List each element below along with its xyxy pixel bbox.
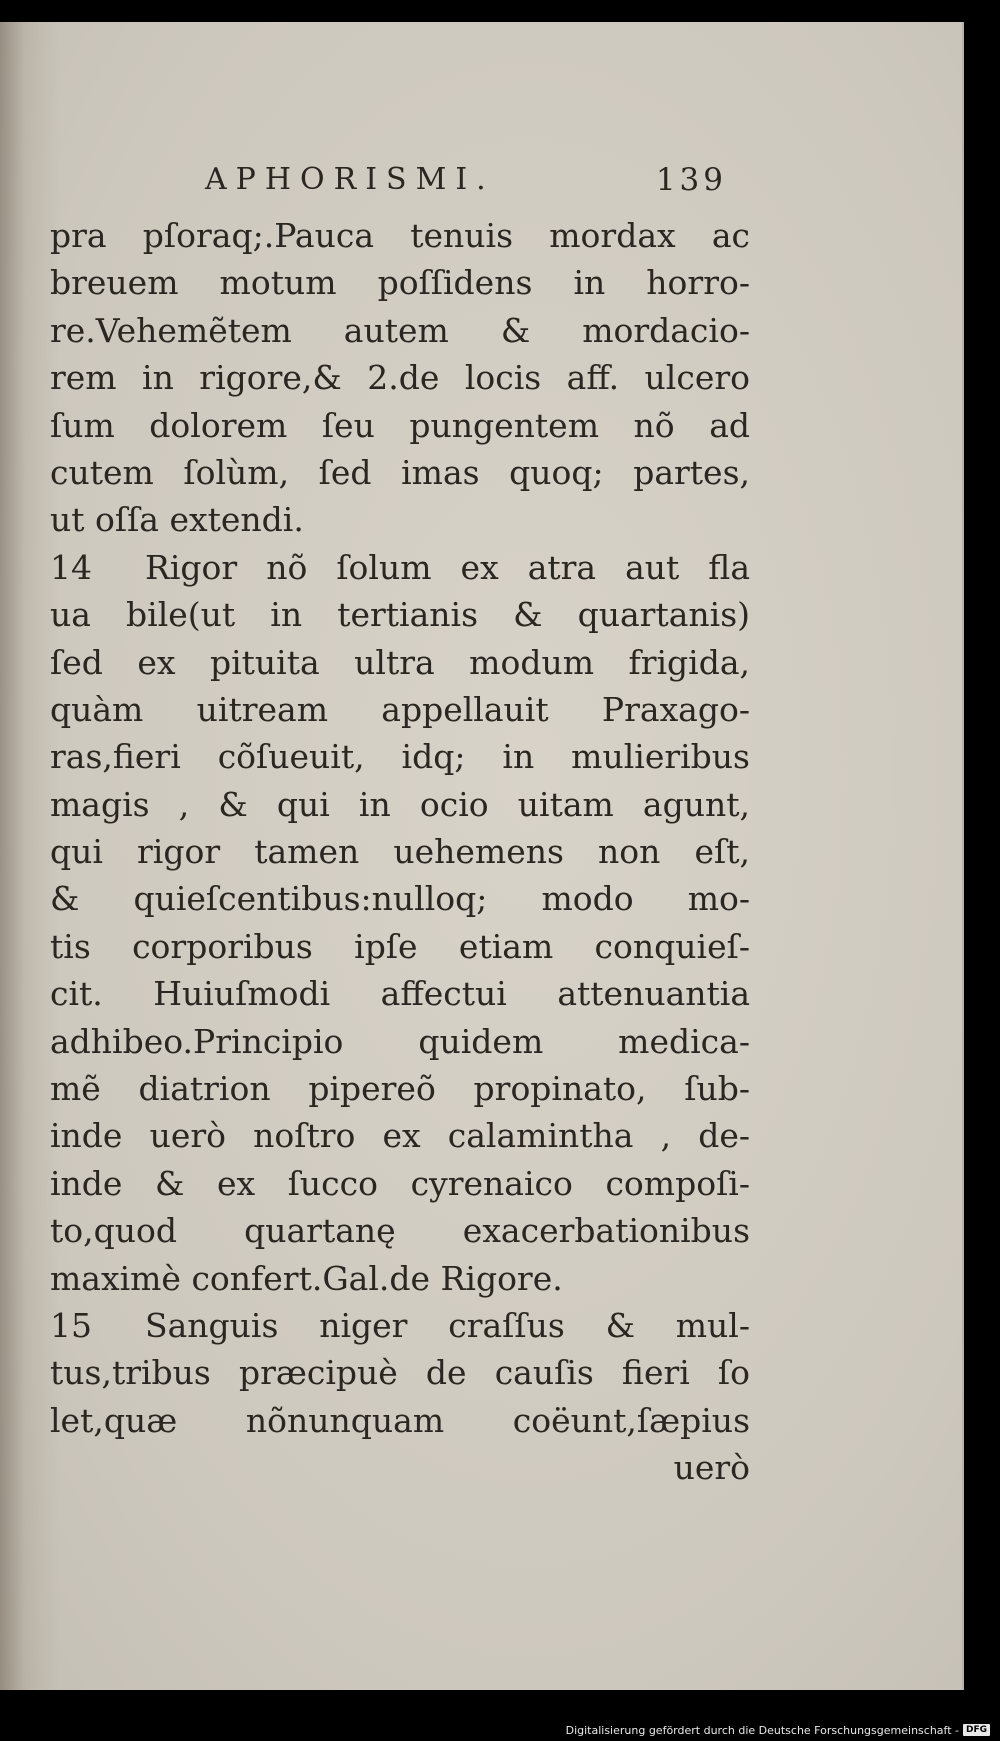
text-line: [50, 733, 750, 780]
line-text: tis corporibus ipſe etiam conquieſ-: [50, 926, 750, 966]
line-text: rem in rigore,& 2.de locis aff. ulcero: [50, 358, 750, 398]
text-line: [50, 354, 750, 401]
text-line: [50, 1065, 750, 1112]
text-line: [50, 1018, 750, 1065]
text-line: [50, 686, 750, 733]
line-text: Sanguis niger craſſus & mul-: [145, 1305, 750, 1345]
text-line: [50, 781, 750, 828]
line-text: let,quæ nõnunquam coëunt,ſæpius: [50, 1400, 750, 1440]
text-line: [50, 307, 750, 354]
text-line: [50, 496, 750, 543]
text-line: [50, 923, 750, 970]
line-text: inde & ex ſucco cyrenaico compoſi-: [50, 1163, 750, 1203]
line-text: ſum dolorem ſeu pungentem nõ ad: [50, 405, 750, 445]
line-text: Rigor nõ ſolum ex atra aut fla: [145, 547, 750, 587]
running-title: APHORISMI.: [205, 162, 495, 197]
aphorism-number: 15: [50, 1305, 92, 1345]
line-text: cit. Huiuſmodi affectui attenuantia: [50, 974, 750, 1014]
line-text: breuem motum poſſidens in horro-: [50, 263, 750, 303]
line-text: cutem ſolùm, ſed imas quoq; partes,: [50, 452, 750, 492]
line-text: to,quod quartanę exacerbationibus: [50, 1211, 750, 1251]
text-line: [50, 970, 750, 1017]
text-line: [50, 402, 750, 449]
book-page: [0, 22, 964, 1690]
aphorism-number: 14: [50, 547, 92, 587]
credit-text: Digitalisierung gefördert durch die Deutsche Forschungsgemeinschaft -: [565, 1723, 959, 1737]
line-text: & quieſcentibus:nulloq; modo mo-: [50, 879, 750, 919]
text-line: [50, 591, 750, 638]
page-number: 139: [655, 162, 727, 198]
text-line: [50, 212, 750, 259]
line-text: pra pſoraq;.Pauca tenuis mordax ac: [50, 216, 750, 255]
text-line: [50, 1349, 750, 1396]
text-line: [50, 1302, 750, 1349]
text-line: [50, 1444, 750, 1491]
line-text: quàm uitream appellauit Praxago-: [50, 689, 750, 729]
text-line: [50, 1112, 750, 1159]
line-text: ua bile(ut in tertianis & quartanis): [50, 595, 750, 635]
line-text: maximè confert.Gal.de Rigore.: [50, 1258, 563, 1298]
text-line: [50, 544, 750, 591]
dfg-logo-icon: DFG: [963, 1724, 990, 1736]
line-text: re.Vehemẽtem autem & mordacio-: [50, 310, 750, 350]
body-text: [50, 212, 750, 1492]
page-header: [205, 162, 745, 206]
text-line: [50, 1207, 750, 1254]
digitization-credit: [566, 1722, 990, 1738]
line-text: mẽ diatrion pipereõ propinato, ſub-: [50, 1069, 750, 1109]
text-line: [50, 1255, 750, 1302]
line-text: tus,tribus præcipuè de cauſis fieri ſo: [50, 1353, 750, 1393]
line-text: magis , & qui in ocio uitam agunt,: [50, 784, 750, 824]
text-line: [50, 1160, 750, 1207]
line-text: ut oſſa extendi.: [50, 500, 304, 540]
text-line: [50, 1397, 750, 1444]
text-line: [50, 875, 750, 922]
line-text: adhibeo.Principio quidem medica-: [50, 1021, 750, 1061]
text-line: [50, 259, 750, 306]
text-line: [50, 828, 750, 875]
line-text: inde uerò noſtro ex calamintha , de-: [50, 1116, 750, 1156]
line-text: uerò: [673, 1448, 750, 1488]
line-text: ſed ex pituita ultra modum frigida,: [50, 642, 750, 682]
line-text: qui rigor tamen uehemens non eſt,: [50, 832, 750, 872]
text-line: [50, 639, 750, 686]
line-text: ras,fieri cõſueuit, idq; in mulieribus: [50, 737, 750, 777]
text-line: [50, 449, 750, 496]
